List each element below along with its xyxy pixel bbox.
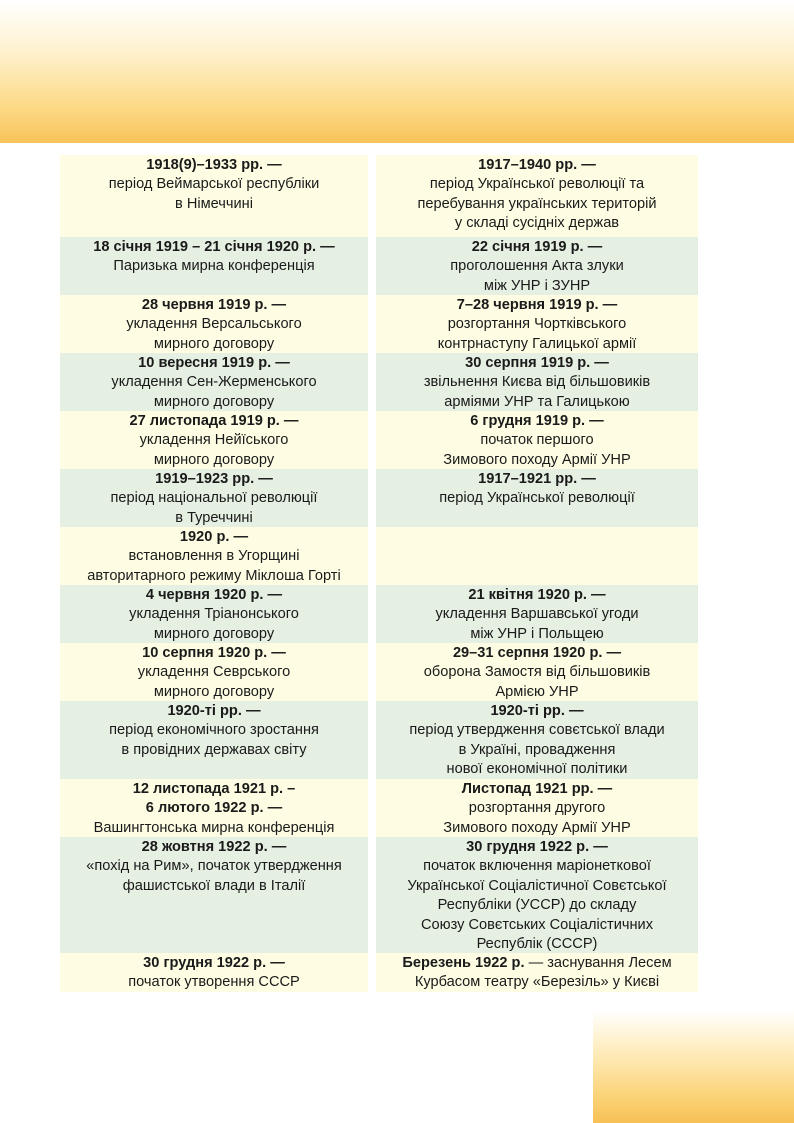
event-text: період утвердження совєтської влади xyxy=(409,722,665,739)
left-event-cell xyxy=(60,701,368,779)
event-text: у складі сусідніх держав xyxy=(454,215,620,232)
event-date: 10 серпня 1920 р. — xyxy=(142,645,286,661)
event-text: період національної революції xyxy=(110,490,318,507)
right-event-cell xyxy=(376,837,698,953)
event-date: 1919–1923 рр. — xyxy=(155,471,273,487)
event-text: Зимового походу Армії УНР xyxy=(443,819,631,836)
right-event-cell xyxy=(376,295,698,353)
table-row xyxy=(60,585,698,643)
left-event-cell xyxy=(60,953,368,992)
event-date: 6 лютого 1922 р. — xyxy=(145,800,283,817)
event-text: укладення Севрського xyxy=(137,664,291,681)
left-event-cell xyxy=(60,353,368,411)
event-text: укладення Тріанонського xyxy=(129,606,299,623)
event-date: 22 січня 1919 р. — xyxy=(471,239,603,255)
event-text: Армією УНР xyxy=(495,683,579,700)
event-text: Української Соціалістичної Совєтської xyxy=(407,877,667,894)
event-text: Зимового походу Армії УНР xyxy=(443,451,631,468)
event-text: арміями УНР та Галицькою xyxy=(444,393,630,410)
right-event-cell xyxy=(376,469,698,527)
left-event-cell xyxy=(60,237,368,295)
event-text: період економічного зростання xyxy=(109,722,319,739)
event-text: мирного договору xyxy=(153,451,275,468)
event-text: початок включення маріонеткової xyxy=(423,858,651,875)
event-date: 29–31 серпня 1920 р. — xyxy=(452,645,622,661)
event-date: 7–28 червня 1919 р. — xyxy=(456,297,618,313)
event-date: Листопад 1921 рр. — xyxy=(461,781,613,797)
table-row xyxy=(60,779,698,837)
event-text: перебування українських територій xyxy=(417,195,657,212)
table-row xyxy=(60,469,698,527)
event-text: укладення Сен-Жерменського xyxy=(111,374,317,391)
event-text: Паризька мирна конференція xyxy=(113,258,315,275)
right-event-cell xyxy=(376,237,698,295)
event-text: розгортання другого xyxy=(468,800,606,817)
event-date: 10 вересня 1919 р. — xyxy=(138,355,290,371)
table-row xyxy=(60,155,698,237)
event-text: встановлення в Угорщині xyxy=(128,548,300,565)
event-text: — заснування Лесем xyxy=(524,955,672,971)
event-date: 1918(9)–1933 рр. — xyxy=(146,157,282,173)
header-gradient-band xyxy=(0,0,794,143)
event-date: 6 грудня 1919 р. — xyxy=(470,413,604,429)
left-event-cell xyxy=(60,779,368,837)
right-event-cell xyxy=(376,353,698,411)
event-text: Республіки (УССР) до складу xyxy=(437,897,637,914)
corner-gradient-band xyxy=(593,1010,794,1123)
table-row xyxy=(60,237,698,295)
event-date: 1920-ті рр. — xyxy=(167,703,261,719)
right-event-cell xyxy=(376,155,698,237)
right-event-cell xyxy=(376,779,698,837)
event-date: 27 листопада 1919 р. — xyxy=(129,413,299,429)
event-text: період Української революції та xyxy=(429,176,645,193)
right-event-cell-empty xyxy=(376,527,698,585)
event-text: початок утворення СССР xyxy=(128,974,300,991)
event-date: 21 квітня 1920 р. — xyxy=(468,587,606,603)
table-row xyxy=(60,643,698,701)
event-text: мирного договору xyxy=(153,683,275,700)
table-row xyxy=(60,411,698,469)
event-text: проголошення Акта злуки xyxy=(450,258,624,275)
left-event-cell xyxy=(60,295,368,353)
right-event-cell xyxy=(376,643,698,701)
table-row xyxy=(60,953,698,992)
left-event-cell xyxy=(60,411,368,469)
event-text: фашистської влади в Італії xyxy=(122,877,306,894)
event-text-line xyxy=(380,954,694,973)
event-text: в Україні, провадження xyxy=(458,741,616,758)
event-text: в Німеччині xyxy=(175,195,253,212)
event-text: контрнаступу Галицької армії xyxy=(437,335,637,352)
event-text: укладення Варшавської угоди xyxy=(435,606,639,623)
table-row xyxy=(60,295,698,353)
event-text: між УНР і Польщею xyxy=(470,625,604,642)
left-event-cell xyxy=(60,643,368,701)
event-text: мирного договору xyxy=(153,625,275,642)
table-row xyxy=(60,353,698,411)
event-text: мирного договору xyxy=(153,393,275,410)
left-event-cell xyxy=(60,527,368,585)
event-text: початок першого xyxy=(480,432,594,449)
event-text: укладення Нейїського xyxy=(139,432,289,449)
table-row xyxy=(60,837,698,953)
event-text: нової економічної політики xyxy=(446,761,628,778)
right-event-cell xyxy=(376,701,698,779)
event-text: «похід на Рим», початок утвердження xyxy=(86,858,342,875)
left-event-cell xyxy=(60,585,368,643)
event-text: Вашингтонська мирна конференція xyxy=(93,819,335,836)
event-date: 4 червня 1920 р. — xyxy=(145,587,283,603)
event-text: в провідних державах світу xyxy=(121,741,307,758)
event-date: 28 жовтня 1922 р. — xyxy=(141,839,287,855)
event-text: звільнення Києва від більшовиків xyxy=(423,374,651,391)
event-text: період Української революції xyxy=(439,490,635,507)
event-date: 30 грудня 1922 р. — xyxy=(466,839,608,855)
event-text: оборона Замостя від більшовиків xyxy=(423,664,651,681)
chronology-table xyxy=(60,155,698,992)
right-event-cell xyxy=(376,953,698,992)
right-event-cell xyxy=(376,585,698,643)
event-text: Союзу Совєтських Соціалістичних xyxy=(420,916,654,933)
left-event-cell xyxy=(60,837,368,953)
event-text: між УНР і ЗУНР xyxy=(483,277,591,294)
event-date: 1920-ті рр. — xyxy=(490,703,584,719)
right-event-cell xyxy=(376,411,698,469)
event-date: 30 грудня 1922 р. — xyxy=(143,955,285,971)
event-date: 1920 р. — xyxy=(179,529,249,545)
event-text: період Веймарської республіки xyxy=(108,176,320,193)
event-text: мирного договору xyxy=(153,335,275,352)
event-date: Березень 1922 р. xyxy=(402,955,525,971)
left-event-cell xyxy=(60,155,368,237)
event-date: 18 січня 1919 – 21 січня 1920 р. — xyxy=(93,239,335,255)
event-text: укладення Версальського xyxy=(126,316,302,333)
event-date: 30 серпня 1919 р. — xyxy=(465,355,609,371)
event-date: 1917–1921 рр. — xyxy=(478,471,596,487)
event-text: авторитарного режиму Міклоша Горті xyxy=(87,567,341,584)
left-event-cell xyxy=(60,469,368,527)
table-row xyxy=(60,527,698,585)
event-text: Курбасом театру «Березіль» у Києві xyxy=(414,974,660,991)
event-date: 12 листопада 1921 р. – xyxy=(132,781,296,797)
event-date: 28 червня 1919 р. — xyxy=(141,297,287,313)
table-row xyxy=(60,701,698,779)
event-text: в Туреччині xyxy=(175,509,253,526)
event-text: Республік (СССР) xyxy=(476,936,598,953)
event-text: розгортання Чортківського xyxy=(447,316,627,333)
event-date: 1917–1940 рр. — xyxy=(478,157,596,173)
